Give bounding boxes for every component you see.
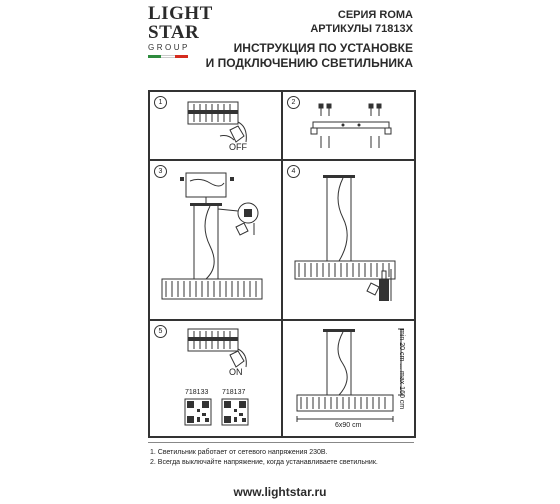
series-name: СЕРИЯ ROMA bbox=[337, 9, 413, 21]
article-numbers: АРТИКУЛЫ 71813X bbox=[310, 23, 413, 35]
note-2: 2. Всегда выключайте напряжение, когда устанавливаете светильник. bbox=[150, 459, 378, 466]
qr-code-1-icon bbox=[185, 399, 211, 425]
width-dimension: 6x90 cm bbox=[335, 422, 362, 429]
article-code-1: 718133 bbox=[185, 389, 209, 396]
on-label: ON bbox=[229, 367, 243, 377]
brand-logo bbox=[148, 3, 213, 58]
step-5-panel bbox=[149, 320, 282, 437]
switch-off-illustration bbox=[150, 92, 283, 161]
title-line-2: И ПОДКЛЮЧЕНИЮ СВЕТИЛЬНИКА bbox=[205, 56, 413, 70]
website-link[interactable]: www.lightstar.ru bbox=[233, 485, 327, 499]
bulb-installation-illustration bbox=[283, 161, 416, 321]
step-3-panel bbox=[149, 160, 282, 320]
logo-line-3: GROUP bbox=[148, 43, 190, 52]
document-title bbox=[206, 41, 413, 71]
step-2-number: 2 bbox=[287, 96, 300, 109]
instruction-grid bbox=[148, 90, 416, 438]
step-4-number: 4 bbox=[287, 165, 300, 178]
step-1-number: 1 bbox=[154, 96, 167, 109]
step-5-number: 5 bbox=[154, 325, 167, 338]
qr-code-2-icon bbox=[222, 399, 248, 425]
dimensions-illustration bbox=[283, 321, 416, 438]
italian-flag-icon bbox=[148, 55, 188, 58]
title-line-1: ИНСТРУКЦИЯ ПО УСТАНОВКЕ bbox=[233, 41, 413, 55]
off-label: OFF bbox=[229, 142, 247, 152]
step-1-panel bbox=[149, 91, 282, 160]
note-1: 1. Светильник работает от сетевого напряжения 230В. bbox=[150, 449, 328, 456]
switch-on-illustration bbox=[150, 321, 283, 391]
header-info bbox=[310, 8, 413, 36]
step-3-number: 3 bbox=[154, 165, 167, 178]
logo-line-1: LIGHT bbox=[148, 3, 213, 24]
divider bbox=[148, 442, 414, 443]
wiring-illustration bbox=[150, 161, 283, 321]
notes bbox=[150, 448, 378, 468]
article-code-2: 718137 bbox=[222, 389, 246, 396]
step-2-panel bbox=[282, 91, 415, 160]
mounting-bracket-illustration bbox=[283, 92, 416, 161]
height-dimension: min 20 cm ... max 160 cm bbox=[398, 329, 405, 410]
logo-line-2: STAR bbox=[148, 22, 200, 43]
dimensions-panel bbox=[282, 320, 415, 437]
step-4-panel bbox=[282, 160, 415, 320]
